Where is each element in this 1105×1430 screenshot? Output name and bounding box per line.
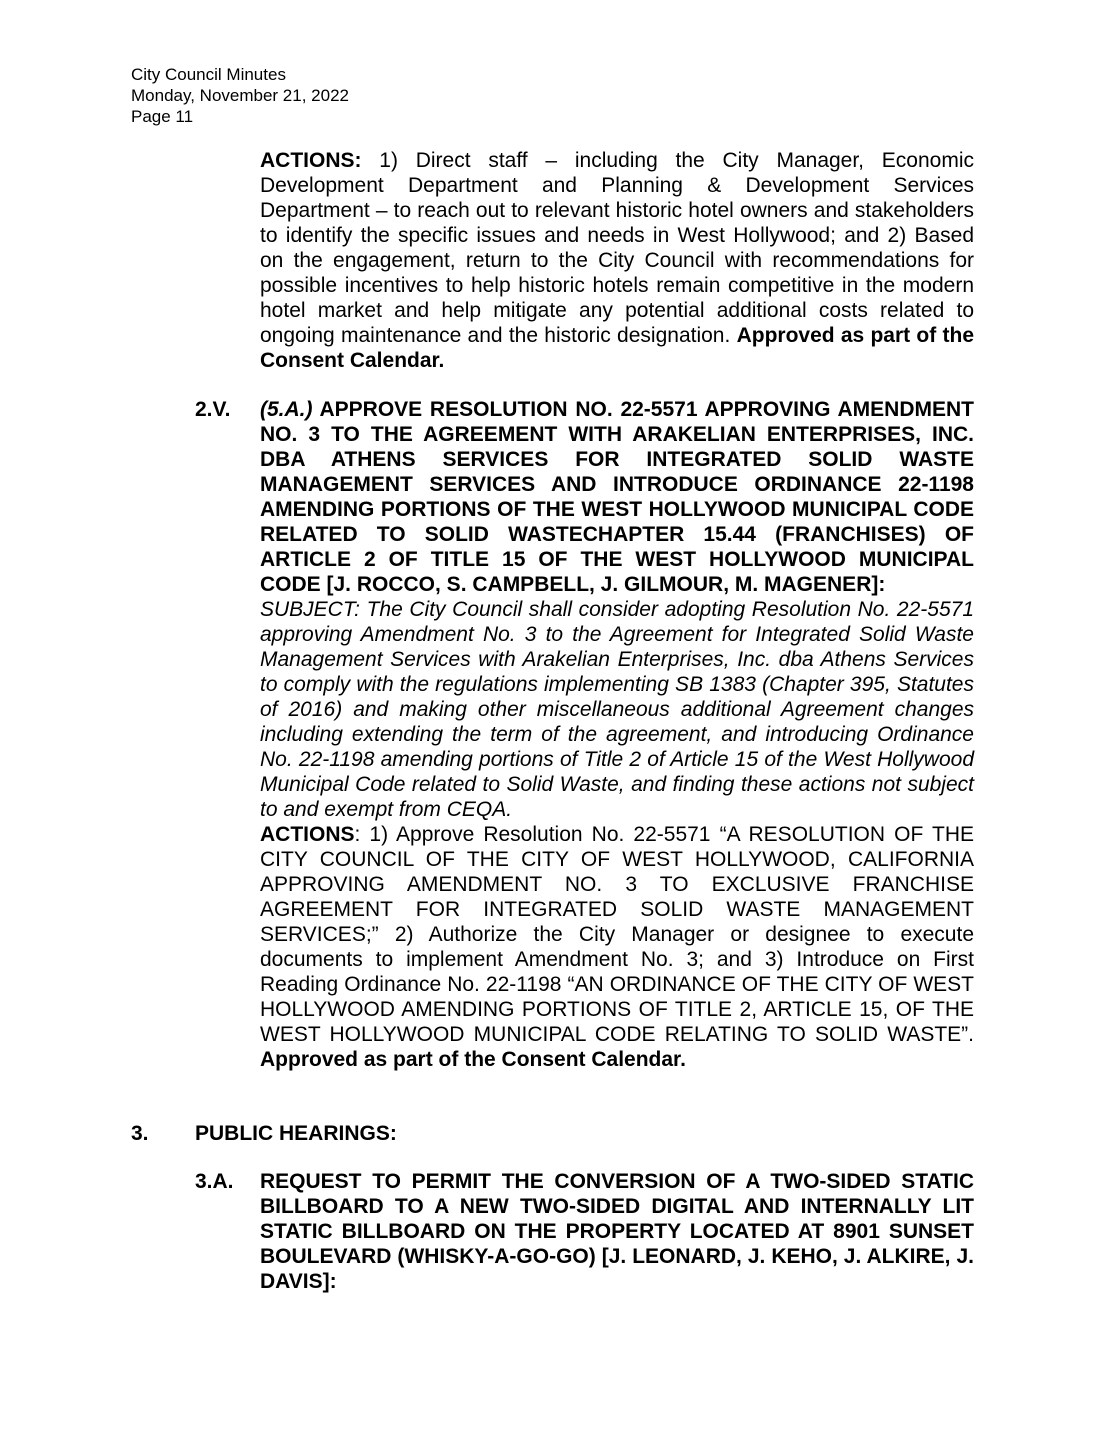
item-2v (260, 397, 974, 1072)
item-number-3a: 3.A. (195, 1170, 234, 1193)
section-3-number: 3. (131, 1122, 149, 1145)
item-2v-actions-text: : 1) Approve Resolution No. 22-5571 “A RESOLUTION OF THE CITY COUNCIL OF THE CITY OF WEST HOLLYWOOD, CALIFORNIA APPROVING AMENDMENT NO. 3 TO EXCLUSIVE FRANCHISE AGREEMENT FOR INTEGRATED SOLID WASTE MANAGEMENT SERVICES;” 2) Authorize the City Manager or designee to execute documents to implement Amendment No. 3; and 3) Introduce on First Reading Ordinance No. 22-1198 “AN ORDINANCE OF THE CITY OF WEST HOLLYWOOD AMENDING PORTIONS OF TITLE 2, ARTICLE 15, OF THE WEST HOLLYWOOD MUNICIPAL CODE RELATING TO SOLID WASTE”. (260, 823, 974, 1046)
item-2v-approved: Approved as part of the Consent Calendar. (260, 1048, 686, 1071)
item-2v-title (260, 397, 974, 597)
item-2v-title-text: APPROVE RESOLUTION NO. 22-5571 APPROVING AMENDMENT NO. 3 TO THE AGREEMENT WITH ARAKELIAN ENTERPRISES, INC. DBA ATHENS SERVICES FOR INTEGRATED SOLID WASTE MANAGEMENT SERVICES AND INTRODUCE ORDINANCE 22-1198 AMENDING PORTIONS OF THE WEST HOLLYWOOD MUNICIPAL CODE RELATED TO SOLID WASTECHAPTER 15.44 (FRANCHISES) OF ARTICLE 2 OF TITLE 15 OF THE WEST HOLLYWOOD MUNICIPAL CODE [J. ROCCO, S. CAMPBELL, J. GILMOUR, M. MAGENER]: (260, 398, 974, 596)
header-page-number: Page 11 (131, 107, 194, 126)
actions-text: 1) Direct staff – including the City Manager, Economic Development Department and Planning & Development Services Department – to reach out to relevant historic hotel owners and stakeholders to identify the specific issues and needs in West Hollywood; and 2) Based on the engagement, return to the City Council with recommendations for possible incentives to help historic hotels remain competitive in the modern hotel market and help mitigate any potential additional costs related to ongoing maintenance and the historic designation. (260, 149, 974, 347)
header-doc-title: City Council Minutes (131, 65, 286, 84)
item-2v-ref: (5.A.) (260, 398, 313, 421)
item-3a-title: REQUEST TO PERMIT THE CONVERSION OF A TWO-SIDED STATIC BILLBOARD TO A NEW TWO-SIDED DIGITAL AND INTERNALLY LIT STATIC BILLBOARD ON THE PROPERTY LOCATED AT 8901 SUNSET BOULEVARD (WHISKY-A-GO-GO) [J. LEONARD, J. KEHO, J. ALKIRE, J. DAVIS]: (260, 1170, 974, 1293)
item-2v-actions (260, 822, 974, 1072)
item-number-2v: 2.V. (195, 398, 231, 421)
page-header (131, 64, 349, 127)
item-2v-actions-label: ACTIONS (260, 823, 355, 846)
header-date: Monday, November 21, 2022 (131, 86, 349, 105)
item-2v-subject: SUBJECT: The City Council shall consider adopting Resolution No. 22-5571 approving Amendment No. 3 to the Agreement for Integrated Solid Waste Management Services with Arakelian Enterprises, Inc. dba Athens Services to comply with the regulations implementing SB 1383 (Chapter 395, Statutes of 2016) and making other miscellaneous additional Agreement changes including extending the term of the agreement, and introducing Ordinance No. 22-1198 amending portions of Title 2 of Article 15 of the West Hollywood Municipal Code related to Solid Waste, and finding these actions not subject to and exempt from CEQA. (260, 598, 974, 821)
section-3-title: PUBLIC HEARINGS: (195, 1122, 397, 1145)
actions-label: ACTIONS: (260, 149, 362, 172)
previous-item-actions (260, 148, 974, 373)
approved-consent: Approved as part of the Consent Calendar. (260, 324, 974, 372)
